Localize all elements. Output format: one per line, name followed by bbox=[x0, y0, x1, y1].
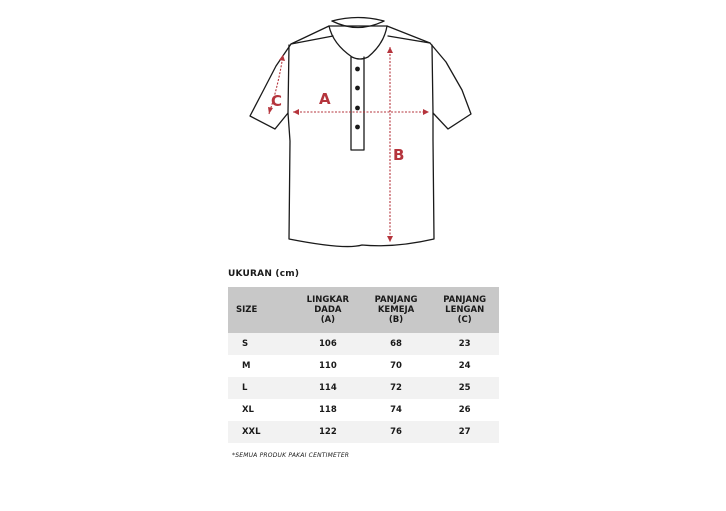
cell-sleeve: 27 bbox=[430, 421, 499, 443]
cell-chest: 122 bbox=[294, 421, 362, 443]
cell-size: S bbox=[228, 333, 294, 355]
table-row bbox=[228, 421, 499, 443]
footnote: *SEMUA PRODUK PAKAI CENTIMETER bbox=[232, 452, 350, 459]
header-chest: LINGKAR DADA (A) bbox=[294, 287, 362, 333]
label-c: C bbox=[271, 92, 283, 110]
header-size: SIZE bbox=[228, 287, 294, 333]
cell-length: 74 bbox=[362, 399, 431, 421]
left-sleeve-seam bbox=[288, 45, 289, 113]
collar-back bbox=[332, 18, 384, 22]
cell-length: 68 bbox=[362, 333, 431, 355]
cell-chest: 106 bbox=[294, 333, 362, 355]
header-length: PANJANG KEMEJA (B) bbox=[362, 287, 431, 333]
table-header-row bbox=[228, 287, 499, 333]
cell-length: 76 bbox=[362, 421, 431, 443]
table-row bbox=[228, 377, 499, 399]
cell-size: M bbox=[228, 355, 294, 377]
table-row bbox=[228, 399, 499, 421]
table-row bbox=[228, 355, 499, 377]
size-table-title: UKURAN (cm) bbox=[228, 269, 300, 279]
label-b: B bbox=[393, 146, 405, 164]
left-yoke-seam bbox=[291, 36, 333, 44]
button-dot bbox=[355, 67, 360, 72]
cell-sleeve: 23 bbox=[430, 333, 499, 355]
size-table bbox=[228, 287, 499, 443]
cell-sleeve: 25 bbox=[430, 377, 499, 399]
label-a: A bbox=[319, 90, 331, 108]
cell-size: XXL bbox=[228, 421, 294, 443]
cell-length: 70 bbox=[362, 355, 431, 377]
buttons bbox=[355, 67, 360, 130]
collar-outer bbox=[329, 26, 387, 59]
table-row bbox=[228, 333, 499, 355]
right-sleeve-seam bbox=[432, 45, 433, 113]
cell-sleeve: 26 bbox=[430, 399, 499, 421]
right-yoke-seam bbox=[388, 36, 430, 43]
header-sleeve: PANJANG LENGAN (C) bbox=[430, 287, 499, 333]
button-dot bbox=[355, 106, 360, 111]
cell-chest: 114 bbox=[294, 377, 362, 399]
button-dot bbox=[355, 86, 360, 91]
cell-size: L bbox=[228, 377, 294, 399]
cell-size: XL bbox=[228, 399, 294, 421]
cell-length: 72 bbox=[362, 377, 431, 399]
button-dot bbox=[355, 125, 360, 130]
cell-sleeve: 24 bbox=[430, 355, 499, 377]
cell-chest: 118 bbox=[294, 399, 362, 421]
cell-chest: 110 bbox=[294, 355, 362, 377]
